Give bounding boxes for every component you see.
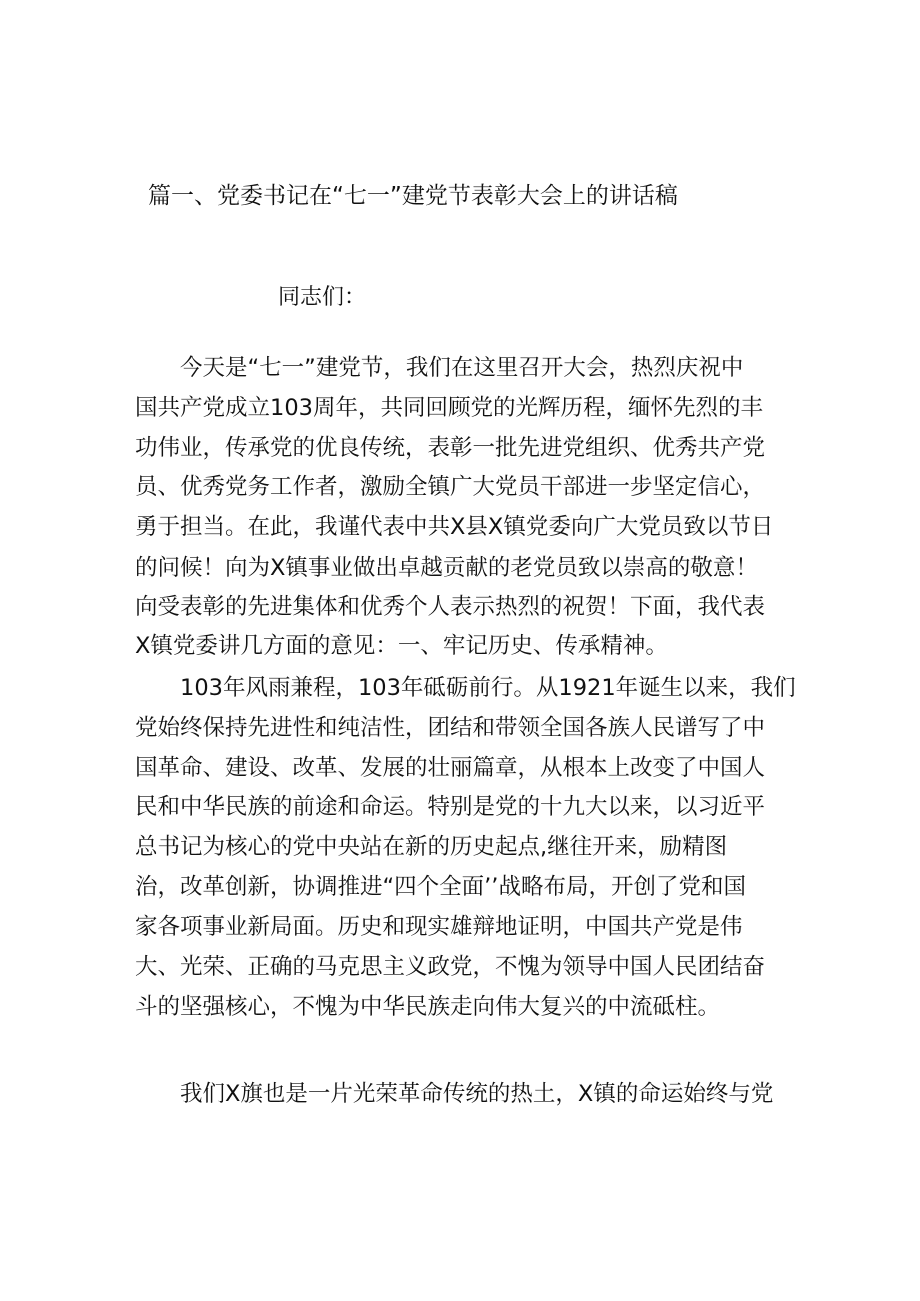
greeting: 同志们： bbox=[278, 285, 367, 310]
paragraph2-line: 党始终保持先进性和纯洁性，团结和带领全国各族人民谱写了中 bbox=[135, 715, 766, 741]
paragraph2-line: 家各项事业新局面。历史和现实雄辩地证明，中国共产党是伟 bbox=[135, 914, 743, 940]
paragraph2-line: 大、光荣、正确的马克思主义政党，不愧为领导中国人民团结奋 bbox=[135, 954, 766, 980]
paragraph1-line: 今天是“七一”建党节，我们在这里召开大会，热烈庆祝中 bbox=[180, 355, 744, 381]
paragraph1-line: 员、优秀党务工作者，激励全镇广大党员干部进一步坚定信心， bbox=[135, 474, 766, 500]
paragraph1-line: 向受表彰的先进集体和优秀个人表示热烈的祝贺！下面，我代表 bbox=[135, 594, 766, 620]
paragraph2-line: 治，改革创新，协调推进“四个全面’’战略布局，开创了党和国 bbox=[135, 874, 746, 900]
paragraph1-line: 的问候！向为X镇事业做出卓越贡献的老党员致以崇高的敬意！ bbox=[135, 555, 758, 581]
paragraph1-line: 勇于担当。在此，我谨代表中共X县X镇党委向广大党员致以节日 bbox=[135, 514, 774, 540]
paragraph2-line: 民和中华民族的前途和命运。特别是党的十九大以来，以习近平 bbox=[135, 794, 766, 820]
paragraph2-line: 103年风雨兼程，103年砥砺前行。从1921年诞生以来，我们 bbox=[180, 675, 796, 701]
paragraph1-line: 功伟业，传承党的优良传统，表彰一批先进党组织、优秀共产党 bbox=[135, 435, 766, 461]
paragraph2-line: 斗的坚强核心，不愧为中华民族走向伟大复兴的中流砥柱。 bbox=[135, 994, 721, 1020]
paragraph2-line: 总书记为核心的党中央站在新的历史起点,继往开来，励精图 bbox=[135, 834, 728, 860]
paragraph1-line: 国共产党成立103周年，共同回顾党的光辉历程，缅怀先烈的丰 bbox=[135, 395, 763, 421]
document-title: 篇一、党委书记在“七一”建党节表彰大会上的讲话稿 bbox=[148, 183, 678, 209]
paragraph2-line: 国革命、建设、改革、发展的壮丽篇章，从根本上改变了中国人 bbox=[135, 755, 766, 781]
paragraph1-line: X镇党委讲几方面的意见：一、牢记历史、传承精神。 bbox=[135, 633, 668, 659]
paragraph3-line: 我们X旗也是一片光荣革命传统的热土，X镇的命运始终与党 bbox=[180, 1081, 774, 1107]
